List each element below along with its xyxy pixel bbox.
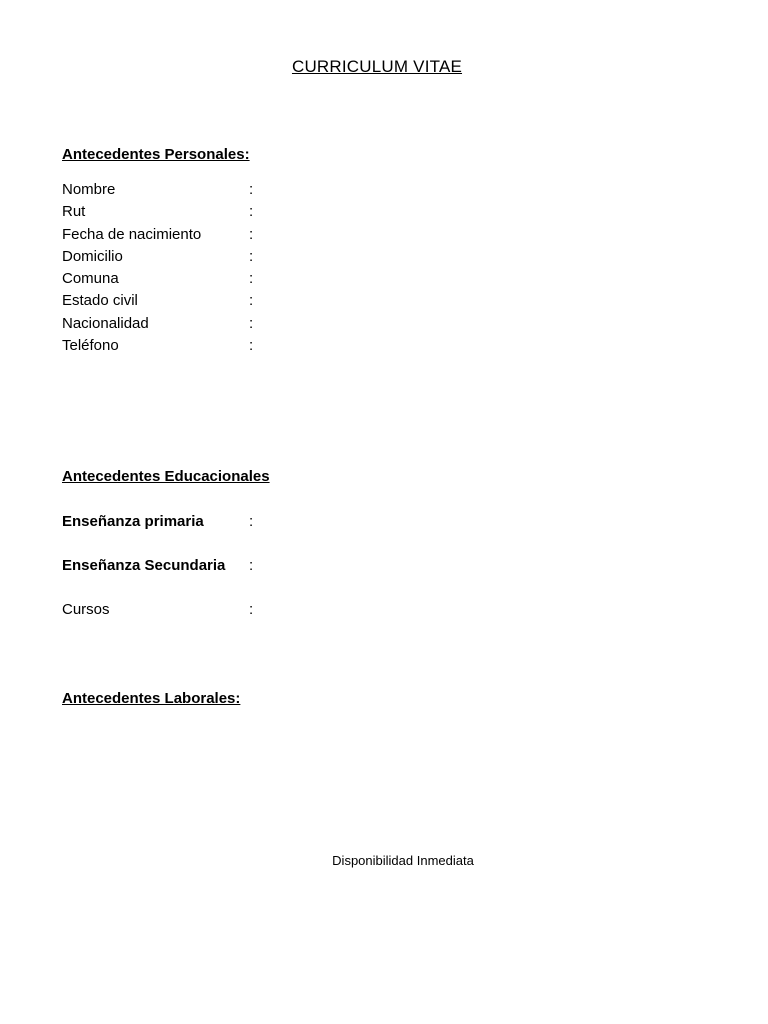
field-row-domicilio	[62, 246, 362, 268]
field-row-ensenanza-primaria	[62, 511, 362, 533]
field-row-nombre	[62, 179, 362, 201]
field-row-telefono	[62, 335, 362, 357]
field-separator: :	[249, 314, 254, 332]
field-label: Nacionalidad	[62, 314, 149, 332]
document-title: CURRICULUM VITAE	[291, 57, 463, 76]
availability-note: Disponibilidad Inmediata	[332, 853, 474, 868]
field-row-cursos	[62, 599, 362, 621]
work-section-heading: Antecedentes Laborales:	[62, 690, 241, 707]
field-row-ensenanza-secundaria	[62, 555, 362, 577]
field-separator: :	[249, 292, 254, 310]
field-separator: :	[249, 203, 254, 221]
field-separator: :	[249, 337, 254, 355]
personal-fields-list	[62, 179, 362, 357]
education-section-heading: Antecedentes Educacionales	[62, 468, 270, 485]
field-separator: :	[249, 181, 254, 198]
field-separator: :	[249, 270, 254, 288]
field-row-nacionalidad	[62, 313, 362, 335]
field-separator: :	[249, 513, 254, 530]
field-label: Fecha de nacimiento	[62, 225, 202, 243]
field-label: Estado civil	[62, 292, 138, 310]
field-separator: :	[249, 557, 254, 574]
field-label: Cursos	[62, 601, 110, 618]
field-row-estado-civil	[62, 290, 362, 312]
field-row-comuna	[62, 268, 362, 290]
field-row-rut	[62, 201, 362, 223]
field-row-fecha-nacimiento	[62, 224, 362, 246]
field-label: Rut	[62, 203, 86, 221]
field-label: Domicilio	[62, 247, 123, 265]
personal-section-heading: Antecedentes Personales:	[62, 146, 250, 163]
field-label: Teléfono	[62, 337, 119, 355]
field-separator: :	[249, 601, 254, 618]
field-label: Nombre	[62, 181, 116, 198]
field-label: Enseñanza primaria	[62, 513, 204, 530]
field-separator: :	[249, 225, 254, 243]
field-separator: :	[249, 247, 254, 265]
field-label: Comuna	[62, 270, 119, 288]
field-label: Enseñanza Secundaria	[62, 557, 226, 574]
